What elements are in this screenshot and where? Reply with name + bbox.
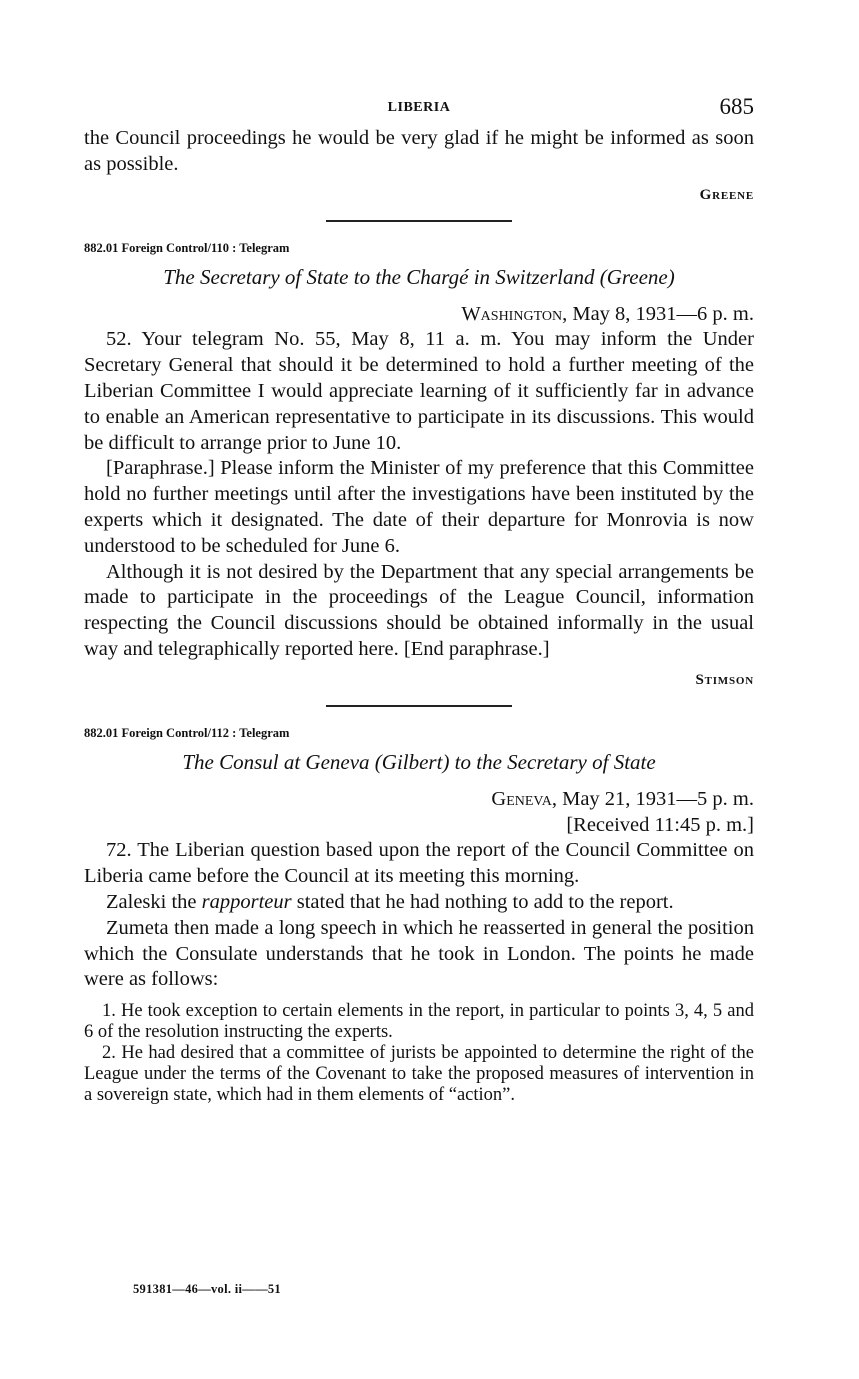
page-number: 685 xyxy=(719,94,754,119)
dateline xyxy=(84,302,754,328)
list-item: 1. He took exception to certain elements in the report, in particular to points 3, 4, 5 and 6 of the resolution instructing the experts. xyxy=(84,1001,754,1043)
dateline-date: , May 21, 1931—5 p. m. xyxy=(551,787,754,810)
body-paragraph: 52. Your telegram No. 55, May 8, 11 a. m. You may inform the Under Secretary General that should it be determined to hold a further meeting of the Liberian Committee I would appreciate learning of it sufficiently far in advance to enable an American representative to participate in its discussions. This would be difficult to arrange prior to June 10. xyxy=(84,328,754,454)
signature-stimson: Stimson xyxy=(695,671,754,688)
document-continuation xyxy=(84,126,754,206)
italic-term: rapporteur xyxy=(201,890,292,913)
continuation-paragraph: the Council proceedings he would be very glad if he might be informed as soon as possible. xyxy=(84,127,754,175)
dateline xyxy=(84,787,754,813)
numbered-list xyxy=(84,1001,754,1106)
running-title: LIBERIA xyxy=(387,100,451,115)
body-paragraph: Zumeta then made a long speech in which he reasserted in general the position which the Consulate understands that he took in London. The points he made were as follows: xyxy=(84,916,754,991)
list-item: 2. He had desired that a committee of jurists be appointed to determine the right of the League under the terms of the Covenant to take the proposed measures of intervention in a sovereign state, which had in them elements of “action”. xyxy=(84,1043,754,1106)
document-heading: The Secretary of State to the Chargé in Switzerland (Greene) xyxy=(163,264,675,289)
text-run: Zaleski the xyxy=(106,890,202,913)
running-header xyxy=(84,92,754,126)
telegram-gilbert xyxy=(84,725,754,1106)
dateline-date: , May 8, 1931—6 p. m. xyxy=(562,302,754,325)
body-paragraph: [Paraphrase.] Please inform the Minister of my preference that this Committee hold no further meetings until after the investigations have been instituted by the experts which it designated. The date of their departure for Monrovia is now understood to be scheduled for June 6. xyxy=(84,457,754,557)
body-paragraph: 72. The Liberian question based upon the report of the Council Committee on Liberia came before the Council at its meeting this morning. xyxy=(84,839,754,888)
signature-greene: Greene xyxy=(699,186,754,203)
document-heading: The Consul at Geneva (Gilbert) to the Secretary of State xyxy=(182,749,656,774)
section-divider xyxy=(326,220,512,222)
received-line: [Received 11:45 p. m.] xyxy=(566,813,754,836)
file-reference: 882.01 Foreign Control/110 : Telegram xyxy=(84,240,290,255)
section-divider xyxy=(326,705,512,707)
page xyxy=(84,92,754,1106)
body-paragraph: Although it is not desired by the Department that any special arrangements be made to participate in the proceedings of the League Council, information respecting the Council discussions should be obtained informally in the usual way and telegraphically reported here. [End paraphrase.] xyxy=(84,560,754,660)
file-reference: 882.01 Foreign Control/112 : Telegram xyxy=(84,725,290,740)
telegram-stimson xyxy=(84,240,754,691)
dateline-place: Washington xyxy=(461,302,563,325)
body-paragraph xyxy=(84,890,754,916)
dateline-place: Geneva xyxy=(491,787,552,810)
text-run: stated that he had nothing to add to the report. xyxy=(291,890,674,913)
print-footer: 591381—46—vol. ii——51 xyxy=(133,1282,281,1296)
